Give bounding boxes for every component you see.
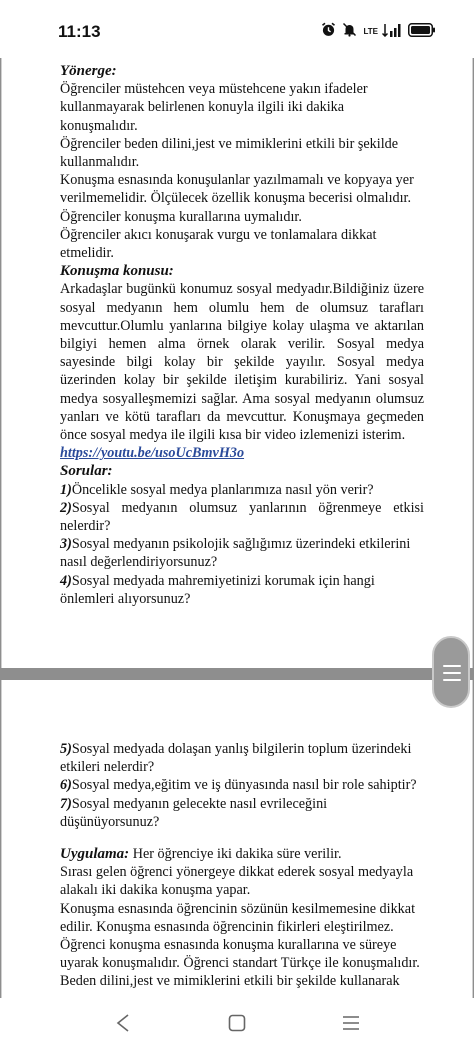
- back-button[interactable]: [110, 1012, 136, 1038]
- yonerge-item: Konuşma esnasında konuşulanlar yazılmamalı ve kopyaya yer verilmemelidir. Ölçülecek özellik konuşma becerisi olmalıdır.: [60, 172, 414, 207]
- uygulama-line: Sırası gelen öğrenci yönergeye dikkat ederek sosyal medyayla alakalı iki dakika konuşma yapar.: [60, 864, 414, 899]
- question-text: Sosyal medyada dolaşan yanlış bilgilerin toplum üzerindeki etkileri nelerdir?: [60, 741, 412, 776]
- question-3: [60, 535, 424, 571]
- uygulama-lead: [60, 845, 424, 863]
- question-text: Sosyal medyanın olumsuz yanlarının öğrenmeye etkisi nelerdir?: [60, 499, 424, 535]
- network-type-label: LTE: [363, 27, 378, 36]
- navigation-bar: [0, 998, 474, 1053]
- sorular-heading: Sorular:: [60, 463, 113, 480]
- yonerge-item: Öğrenciler akıcı konuşarak vurgu ve tonlamalara dikkat etmelidir.: [60, 226, 377, 262]
- video-link[interactable]: https://youtu.be/usoUcBmvH3o: [60, 445, 245, 462]
- uygulama-lead-text: Her öğrenciye iki dakika süre verilir.: [132, 846, 342, 863]
- question-number: 5): [60, 741, 72, 757]
- question-7: [60, 795, 424, 831]
- document-page-2: [1, 680, 473, 998]
- question-1: [60, 481, 424, 499]
- handle-grip-line: [443, 672, 461, 674]
- question-text: Sosyal medyada mahremiyetinizi korumak için hangi önlemleri alıyorsunuz?: [60, 572, 375, 607]
- uygulama-line: Öğrenci konuşma esnasında konuşma kurallarına ve süreye uyarak konuşmalıdır. Öğrenci standart Türkçe ile konuşmalıdır.: [60, 937, 420, 972]
- question-text: Öncelikle sosyal medya planlarımıza nasıl yön verir?: [71, 481, 374, 498]
- status-icons: [321, 22, 436, 42]
- battery-icon: [408, 23, 436, 42]
- question-number: 3): [60, 536, 72, 553]
- yonerge-item: Öğrenciler beden dilini,jest ve mimiklerini etkili bir şekilde kullanmalıdır.: [60, 135, 399, 171]
- document-viewer[interactable]: [0, 58, 474, 998]
- back-icon: [114, 1013, 132, 1038]
- recents-icon: [341, 1013, 361, 1038]
- question-2: [60, 499, 424, 535]
- uygulama-line: Konuşma esnasında öğrencinin sözünün kesilmemesine dikkat edilir. Konuşma esnasında öğrencinin fikirleri eleştirilmez.: [60, 900, 416, 935]
- question-number: 7): [60, 795, 72, 812]
- home-icon: [227, 1013, 247, 1038]
- question-number: 4): [60, 572, 72, 589]
- konu-heading: Konuşma konusu:: [60, 263, 174, 280]
- clock: 11:13: [58, 22, 101, 41]
- question-text: Sosyal medyanın gelecekte nasıl evrileceğini düşünüyorsunuz?: [60, 795, 328, 830]
- yonerge-item: Öğrenciler müstehcen veya müstehcene yakın ifadeler kullanmayarak belirlenen konuyla ilgili iki dakika konuşmalıdır.: [60, 81, 368, 134]
- yonerge-heading: Yönerge:: [60, 63, 117, 79]
- yonerge-item: Öğrenciler konuşma kurallarına uymalıdır.: [60, 208, 302, 225]
- home-button[interactable]: [224, 1012, 250, 1038]
- question-4: [60, 572, 424, 608]
- question-number: 1): [60, 481, 72, 498]
- handle-grip-line: [443, 665, 461, 667]
- status-bar: [0, 0, 474, 58]
- uygulama-line: Beden dilini,jest ve mimiklerini etkili bir şekilde kullanarak: [60, 973, 400, 990]
- question-number: 6): [60, 777, 72, 794]
- scroll-handle[interactable]: [432, 636, 470, 708]
- mute-icon: [342, 22, 357, 42]
- uygulama-heading: Uygulama:: [60, 846, 130, 863]
- recents-button[interactable]: [338, 1012, 364, 1038]
- konu-paragraph: Arkadaşlar bugünkü konumuz sosyal medyadır.Bildiğiniz üzere sosyal medyanın hem olumlu hem de olumsuz tarafları mevcuttur.Olumlu yanlarına bilgiye kolay ulaşma ve aktarılan bilgiyi hemen alma örnek olarak verilir. Sosyal medya sayesinde bilgi kolay bir şekilde yayılır. Sosyal medya üzerinden kolay bir şekilde iletişim kurabiliriz. Yani sosyal medya sosyalleşmemizi sağlar. Ama sosyal medyanın olumsuz yanları ve kötü tarafları da mevcuttur. Konuşmaya geçmeden önce sosyal medya ile ilgili kısa bir video izlemenizi isterim.: [60, 281, 424, 444]
- question-5: [60, 740, 424, 776]
- question-text: Sosyal medya,eğitim ve iş dünyasında nasıl bir role sahiptir?: [71, 777, 417, 794]
- question-6: [60, 776, 424, 794]
- alarm-icon: [321, 22, 336, 42]
- question-number: 2): [60, 499, 72, 516]
- handle-grip-line: [443, 679, 461, 681]
- signal-icon: [382, 23, 402, 42]
- page-2-content: [60, 740, 424, 991]
- page-1-content: [60, 62, 424, 608]
- document-page-1: [1, 58, 473, 668]
- spacer: [60, 831, 424, 845]
- question-text: Sosyal medyanın psikolojik sağlığımız üzerindeki etkilerini nasıl değerlendiriyorsunuz?: [60, 536, 411, 571]
